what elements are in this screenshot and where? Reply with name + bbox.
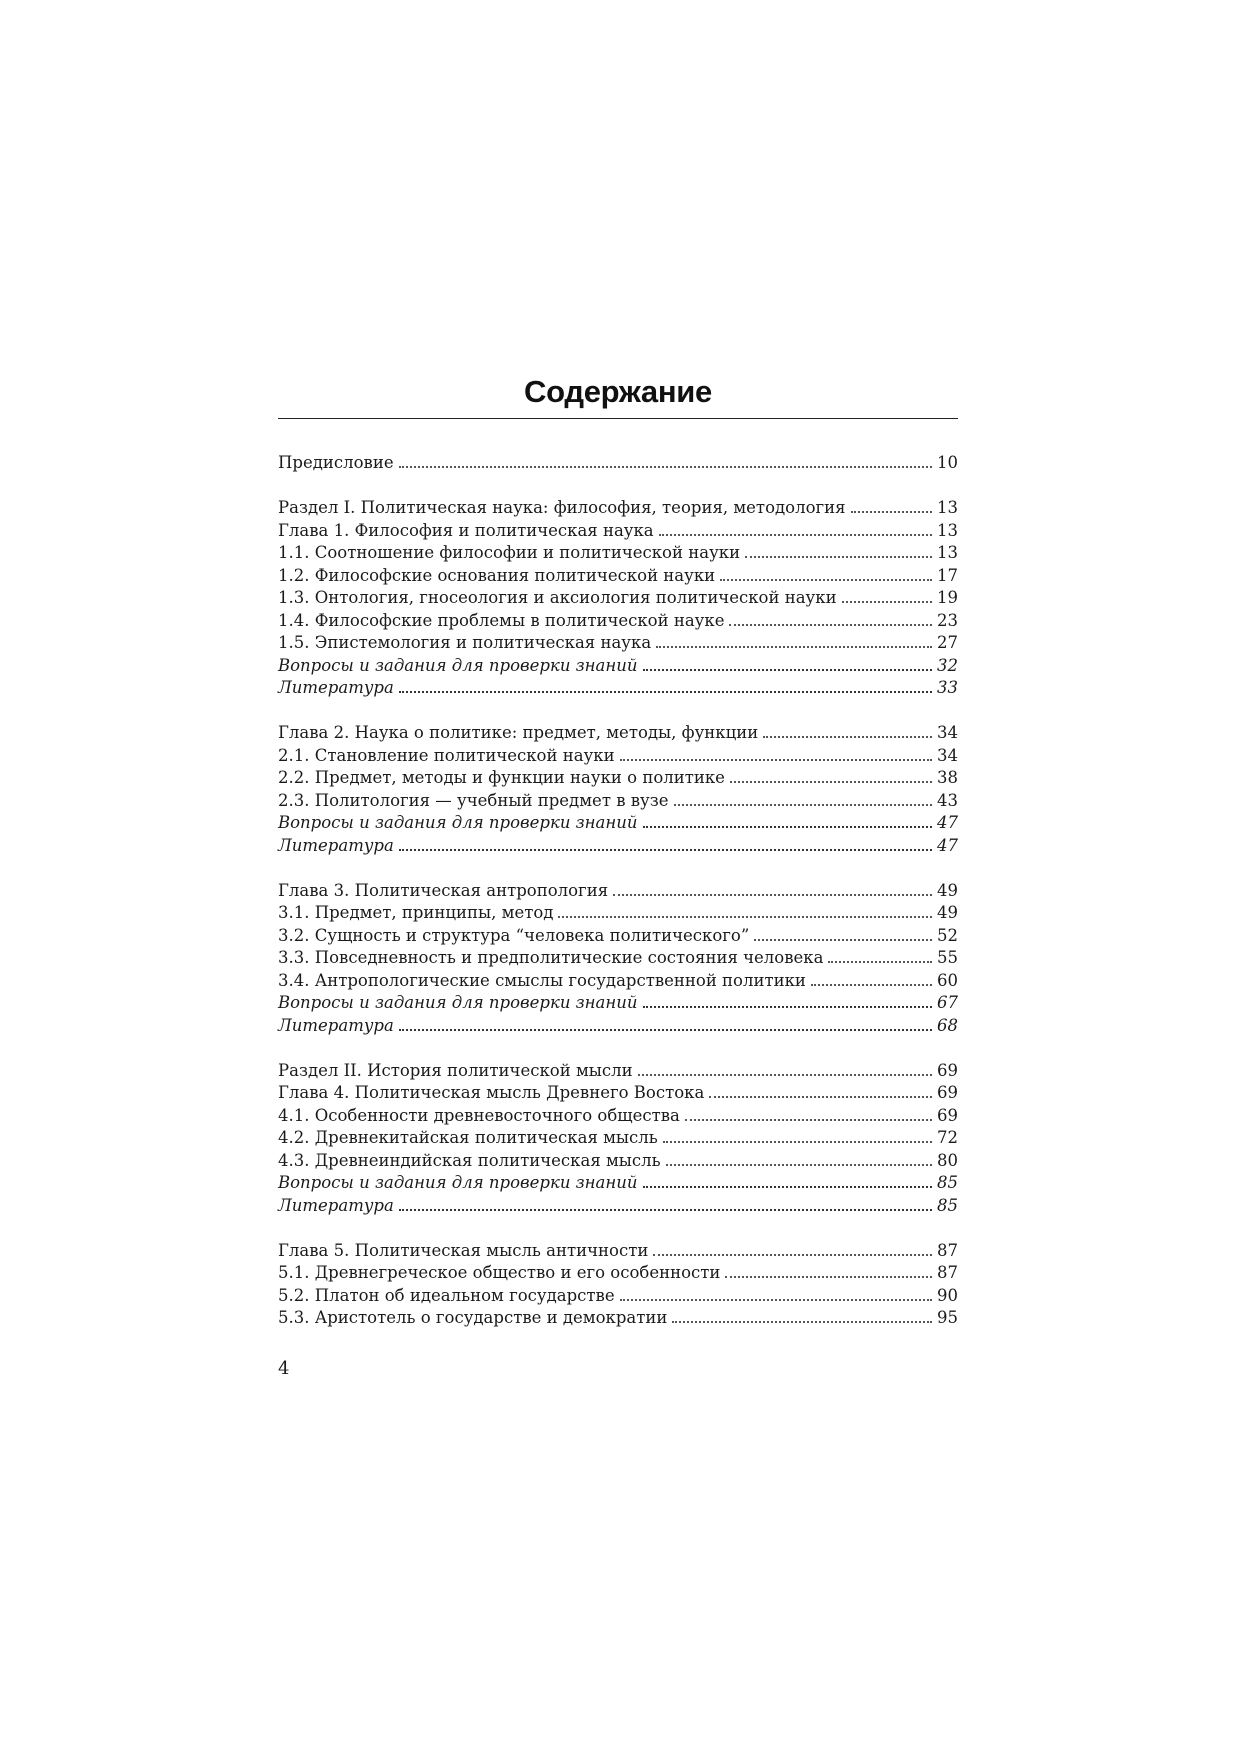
toc-dot-leader (399, 1029, 932, 1031)
toc-entry-label: 3.1. Предмет, принципы, метод (278, 903, 554, 922)
toc-dot-leader (828, 961, 932, 963)
toc-entry-label: Глава 2. Наука о политике: предмет, методы, функции (278, 723, 759, 742)
toc-entry-label: Глава 4. Политическая мысль Древнего Востока (278, 1083, 705, 1102)
toc-dot-leader (851, 511, 932, 513)
toc-entry[interactable] (278, 1015, 958, 1038)
toc-entry-label: 1.4. Философские проблемы в политической науке (278, 610, 725, 630)
toc-entry-label: 3.2. Сущность и структура “человека политического” (278, 925, 750, 945)
toc-entry[interactable] (278, 947, 958, 970)
toc-entry[interactable] (278, 1307, 958, 1330)
toc-entry-label: 5.3. Аристотель о государстве и демократии (278, 1308, 668, 1327)
toc-entry-page: 34 (937, 745, 958, 765)
toc-entry-page: 85 (937, 1195, 958, 1215)
toc-entry[interactable] (278, 655, 958, 678)
toc-entry-page: 13 (937, 520, 958, 540)
toc-entry-page: 47 (937, 813, 958, 832)
toc-entry-label: Раздел II. История политической мысли (278, 1060, 633, 1080)
toc-entry-page: 49 (937, 880, 958, 900)
toc-entry-page: 69 (937, 1083, 958, 1102)
toc-entry-page: 47 (937, 835, 958, 855)
toc-entry-page: 95 (937, 1308, 958, 1327)
toc-dot-leader (399, 466, 932, 468)
toc-entry-page: 52 (937, 925, 958, 945)
toc-entry-page: 19 (937, 588, 958, 607)
toc-entry-label: Вопросы и задания для проверки знаний (278, 1173, 638, 1192)
toc-entry[interactable] (278, 587, 958, 610)
toc-entry-page: 60 (937, 970, 958, 990)
toc-dot-leader (620, 1299, 932, 1301)
toc-entry[interactable] (278, 1172, 958, 1195)
toc-entry-page: 87 (937, 1240, 958, 1260)
toc-entry-page: 13 (937, 498, 958, 517)
toc-dot-leader (666, 1164, 932, 1166)
toc-entry-label: 2.3. Политология — учебный предмет в вузе (278, 790, 669, 810)
toc-dot-leader (620, 759, 932, 761)
toc-entry-page: 10 (937, 453, 958, 472)
toc-entry[interactable] (278, 925, 958, 948)
toc-entry-label: Вопросы и задания для проверки знаний (278, 813, 638, 832)
toc-dot-leader (811, 984, 932, 986)
toc-entry-page: 80 (937, 1150, 958, 1170)
toc-dot-leader (725, 1276, 932, 1278)
toc-entry-page: 27 (937, 633, 958, 652)
toc-entry-page: 13 (937, 543, 958, 562)
toc-entry[interactable] (278, 970, 958, 993)
toc-entry-label: Литература (278, 1015, 394, 1035)
toc-dot-leader (558, 916, 932, 918)
toc-dot-leader (399, 849, 932, 851)
toc-dot-leader (643, 826, 932, 828)
toc-dot-leader (685, 1119, 932, 1121)
toc-entry-label: Раздел I. Политическая наука: философия, теория, методология (278, 498, 846, 517)
toc-entry-label: 1.3. Онтология, гносеология и аксиология политической науки (278, 588, 837, 607)
toc-entry-label: 4.2. Древнекитайская политическая мысль (278, 1128, 658, 1147)
toc-dot-leader (643, 669, 932, 671)
toc-entry[interactable] (278, 1262, 958, 1285)
toc-entry[interactable] (278, 1060, 958, 1083)
toc-entry[interactable] (278, 1195, 958, 1218)
toc-entry-label: Литература (278, 835, 394, 855)
toc-dot-leader (663, 1141, 932, 1143)
toc-entry-label: 1.1. Соотношение философии и политической науки (278, 543, 741, 562)
toc-entry[interactable] (278, 520, 958, 543)
toc-dot-leader (656, 646, 932, 648)
toc-entry[interactable] (278, 790, 958, 813)
toc-entry-label: 2.2. Предмет, методы и функции науки о политике (278, 768, 725, 787)
toc-entry[interactable] (278, 1127, 958, 1150)
table-of-contents (278, 452, 958, 1330)
toc-entry[interactable] (278, 722, 958, 745)
toc-entry[interactable] (278, 992, 958, 1015)
toc-entry-page: 68 (937, 1015, 958, 1035)
toc-entry-label: 1.5. Эпистемология и политическая наука (278, 633, 652, 652)
toc-entry[interactable] (278, 1082, 958, 1105)
page-number: 4 (278, 1358, 290, 1379)
toc-entry-page: 85 (937, 1173, 958, 1192)
toc-entry[interactable] (278, 1240, 958, 1263)
toc-entry[interactable] (278, 542, 958, 565)
toc-dot-leader (653, 1254, 932, 1256)
toc-dot-leader (754, 939, 932, 941)
toc-entry[interactable] (278, 1285, 958, 1308)
toc-entry[interactable] (278, 1105, 958, 1128)
toc-entry-label: Литература (278, 678, 394, 697)
toc-entry[interactable] (278, 745, 958, 768)
toc-entry-page: 49 (937, 903, 958, 922)
toc-entry-page: 32 (937, 655, 958, 675)
toc-entry-label: Вопросы и задания для проверки знаний (278, 655, 638, 675)
toc-dot-leader (399, 1209, 932, 1211)
toc-entry[interactable] (278, 610, 958, 633)
title-rule (278, 418, 958, 419)
toc-entry-label: 4.1. Особенности древневосточного общества (278, 1105, 680, 1125)
toc-dot-leader (720, 579, 932, 581)
toc-entry[interactable] (278, 565, 958, 588)
toc-entry-page: 67 (937, 993, 958, 1012)
toc-dot-leader (613, 894, 932, 896)
toc-dot-leader (672, 1321, 932, 1323)
toc-entry[interactable] (278, 632, 958, 655)
toc-entry-label: 5.1. Древнегреческое общество и его особенности (278, 1263, 721, 1282)
toc-entry-page: 43 (937, 790, 958, 810)
toc-dot-leader (674, 804, 933, 806)
toc-entry-page: 72 (937, 1128, 958, 1147)
toc-entry[interactable] (278, 902, 958, 925)
toc-entry-page: 69 (937, 1105, 958, 1125)
toc-entry-page: 33 (937, 678, 958, 697)
toc-entry[interactable] (278, 812, 958, 835)
toc-dot-leader (729, 624, 932, 626)
toc-dot-leader (659, 534, 932, 536)
toc-entry-label: Литература (278, 1195, 394, 1215)
toc-entry-page: 55 (937, 948, 958, 967)
toc-entry-label: 4.3. Древнеиндийская политическая мысль (278, 1150, 661, 1170)
toc-entry-label: 5.2. Платон об идеальном государстве (278, 1285, 615, 1305)
toc-entry-label: Вопросы и задания для проверки знаний (278, 993, 638, 1012)
toc-dot-leader (745, 556, 932, 558)
toc-entry-page: 23 (937, 610, 958, 630)
toc-entry-label: 3.4. Антропологические смыслы государственной политики (278, 970, 806, 990)
toc-dot-leader (643, 1006, 932, 1008)
toc-entry[interactable] (278, 835, 958, 858)
toc-entry-label: 1.2. Философские основания политической науки (278, 565, 716, 585)
toc-entry-page: 90 (937, 1285, 958, 1305)
toc-entry[interactable] (278, 452, 958, 475)
toc-entry-page: 38 (937, 768, 958, 787)
toc-entry-page: 69 (937, 1060, 958, 1080)
toc-dot-leader (709, 1096, 932, 1098)
page-title: Содержание (524, 374, 712, 409)
toc-dot-leader (638, 1074, 932, 1076)
toc-dot-leader (730, 781, 932, 783)
toc-entry[interactable] (278, 677, 958, 700)
toc-entry[interactable] (278, 767, 958, 790)
toc-entry-label: Предисловие (278, 453, 394, 472)
toc-entry-label: Глава 3. Политическая антропология (278, 880, 609, 900)
toc-entry-label: Глава 5. Политическая мысль античности (278, 1240, 649, 1260)
toc-entry[interactable] (278, 1150, 958, 1173)
toc-entry-page: 34 (937, 723, 958, 742)
toc-dot-leader (643, 1186, 932, 1188)
toc-entry-page: 87 (937, 1263, 958, 1282)
toc-entry-page: 17 (937, 565, 958, 585)
toc-entry[interactable] (278, 497, 958, 520)
toc-entry-label: 2.1. Становление политической науки (278, 745, 615, 765)
toc-dot-leader (763, 736, 932, 738)
toc-dot-leader (399, 691, 932, 693)
toc-dot-leader (842, 601, 932, 603)
toc-entry-label: Глава 1. Философия и политическая наука (278, 520, 654, 540)
toc-entry-label: 3.3. Повседневность и предполитические состояния человека (278, 948, 824, 967)
toc-entry[interactable] (278, 880, 958, 903)
